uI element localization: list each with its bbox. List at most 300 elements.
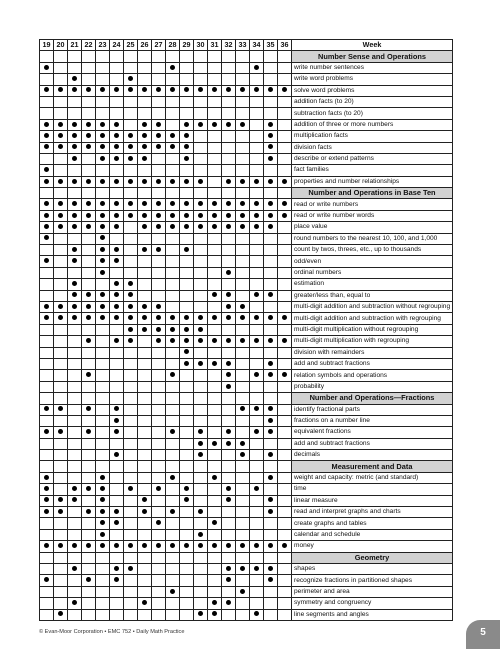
week-cell <box>68 381 82 392</box>
week-cell <box>208 51 222 62</box>
week-cell <box>124 210 138 221</box>
week-cell <box>124 165 138 176</box>
week-cell <box>236 415 250 426</box>
practice-dot <box>58 406 63 411</box>
week-cell <box>96 267 110 278</box>
skill-label: perimeter and area <box>292 586 453 597</box>
week-cell <box>236 62 250 73</box>
practice-dot <box>114 179 119 184</box>
week-cell <box>40 347 54 358</box>
practice-dot <box>58 133 63 138</box>
week-cell <box>208 461 222 472</box>
week-cell <box>54 598 68 609</box>
week-cell <box>250 586 264 597</box>
week-cell <box>180 404 194 415</box>
week-cell <box>208 393 222 404</box>
practice-dot <box>184 213 189 218</box>
week-cell <box>264 461 278 472</box>
practice-dot <box>142 213 147 218</box>
week-cell <box>208 142 222 153</box>
week-cell <box>250 404 264 415</box>
week-cell <box>138 381 152 392</box>
week-cell <box>194 51 208 62</box>
practice-dot <box>170 133 175 138</box>
week-number-header: 28 <box>166 40 180 51</box>
practice-dot <box>86 509 91 514</box>
practice-dot <box>198 361 203 366</box>
week-cell <box>110 529 124 540</box>
practice-dot <box>254 566 259 571</box>
week-cell <box>222 529 236 540</box>
skill-row <box>40 290 453 301</box>
week-number-header: 21 <box>68 40 82 51</box>
week-cell <box>166 495 180 506</box>
week-cell <box>138 165 152 176</box>
week-cell <box>54 313 68 324</box>
week-cell <box>180 324 194 335</box>
week-cell <box>278 358 292 369</box>
week-cell <box>194 279 208 290</box>
week-number-header: 29 <box>180 40 194 51</box>
week-cell <box>54 153 68 164</box>
week-cell <box>278 210 292 221</box>
week-cell <box>68 62 82 73</box>
practice-dot <box>72 281 77 286</box>
week-cell <box>250 62 264 73</box>
week-cell <box>110 586 124 597</box>
week-cell <box>250 267 264 278</box>
week-cell <box>166 188 180 199</box>
week-cell <box>138 484 152 495</box>
week-cell <box>264 438 278 449</box>
practice-dot <box>100 315 105 320</box>
week-cell <box>278 256 292 267</box>
week-cell <box>110 393 124 404</box>
week-cell <box>138 336 152 347</box>
practice-dot <box>268 452 273 457</box>
week-cell <box>124 552 138 563</box>
week-cell <box>166 404 180 415</box>
week-cell <box>180 518 194 529</box>
week-cell <box>110 313 124 324</box>
week-cell <box>236 586 250 597</box>
week-cell <box>166 472 180 483</box>
week-cell <box>166 119 180 130</box>
week-cell <box>180 484 194 495</box>
week-cell <box>250 222 264 233</box>
week-cell <box>194 563 208 574</box>
week-cell <box>96 85 110 96</box>
week-cell <box>96 108 110 119</box>
week-cell <box>54 165 68 176</box>
week-cell <box>40 575 54 586</box>
week-cell <box>124 529 138 540</box>
week-cell <box>40 507 54 518</box>
week-cell <box>278 85 292 96</box>
week-cell <box>152 541 166 552</box>
week-cell <box>166 51 180 62</box>
section-title: Number and Operations—Fractions <box>292 393 453 404</box>
week-cell <box>194 199 208 210</box>
week-cell <box>208 347 222 358</box>
practice-dot <box>198 213 203 218</box>
practice-dot <box>72 201 77 206</box>
week-cell <box>110 347 124 358</box>
week-cell <box>152 131 166 142</box>
week-cell <box>250 96 264 107</box>
week-cell <box>152 450 166 461</box>
practice-dot <box>128 338 133 343</box>
practice-dot <box>170 213 175 218</box>
practice-dot <box>142 133 147 138</box>
skill-row <box>40 256 453 267</box>
week-cell <box>138 51 152 62</box>
practice-dot <box>198 452 203 457</box>
week-cell <box>110 427 124 438</box>
week-cell <box>250 370 264 381</box>
skill-row <box>40 427 453 438</box>
practice-dot <box>212 87 217 92</box>
week-cell <box>54 415 68 426</box>
skill-label: place value <box>292 222 453 233</box>
week-cell <box>138 74 152 85</box>
skill-row <box>40 415 453 426</box>
week-cell <box>250 199 264 210</box>
week-cell <box>110 495 124 506</box>
week-cell <box>68 301 82 312</box>
week-cell <box>194 153 208 164</box>
week-cell <box>96 131 110 142</box>
week-cell <box>180 529 194 540</box>
practice-dot <box>156 338 161 343</box>
practice-dot <box>72 566 77 571</box>
week-cell <box>166 358 180 369</box>
week-cell <box>40 472 54 483</box>
week-cell <box>152 256 166 267</box>
week-cell <box>82 415 96 426</box>
week-cell <box>96 199 110 210</box>
skill-label: multi-digit multiplication without regrouping <box>292 324 453 335</box>
week-cell <box>278 598 292 609</box>
practice-dot <box>114 281 119 286</box>
week-cell <box>82 279 96 290</box>
week-cell <box>236 609 250 620</box>
practice-dot <box>198 87 203 92</box>
practice-dot <box>198 509 203 514</box>
week-cell <box>152 586 166 597</box>
practice-dot <box>184 122 189 127</box>
week-cell <box>54 301 68 312</box>
practice-dot <box>142 156 147 161</box>
week-cell <box>54 74 68 85</box>
week-cell <box>54 85 68 96</box>
practice-dot <box>268 543 273 548</box>
week-cell <box>194 609 208 620</box>
week-cell <box>40 552 54 563</box>
week-cell <box>40 324 54 335</box>
practice-dot <box>86 406 91 411</box>
practice-dot <box>86 201 91 206</box>
practice-dot <box>128 144 133 149</box>
practice-dot <box>58 213 63 218</box>
week-cell <box>82 347 96 358</box>
practice-dot <box>268 577 273 582</box>
week-cell <box>82 131 96 142</box>
practice-dot <box>100 201 105 206</box>
practice-dot <box>170 327 175 332</box>
skill-row <box>40 336 453 347</box>
skill-row <box>40 222 453 233</box>
week-cell <box>96 279 110 290</box>
practice-dot <box>128 543 133 548</box>
week-cell <box>166 586 180 597</box>
skill-row <box>40 96 453 107</box>
week-cell <box>138 415 152 426</box>
week-cell <box>250 518 264 529</box>
skill-label: add and subtract fractions <box>292 358 453 369</box>
practice-dot <box>212 224 217 229</box>
week-cell <box>96 142 110 153</box>
practice-dot <box>86 179 91 184</box>
week-cell <box>82 153 96 164</box>
week-cell <box>96 461 110 472</box>
week-cell <box>264 290 278 301</box>
practice-dot <box>114 144 119 149</box>
week-cell <box>68 188 82 199</box>
week-cell <box>208 358 222 369</box>
week-cell <box>236 85 250 96</box>
week-number-header: 22 <box>82 40 96 51</box>
week-cell <box>222 245 236 256</box>
week-cell <box>180 541 194 552</box>
practice-dot <box>226 372 231 377</box>
practice-dot <box>142 247 147 252</box>
week-cell <box>96 51 110 62</box>
practice-dot <box>226 497 231 502</box>
practice-dot <box>100 543 105 548</box>
week-cell <box>152 210 166 221</box>
week-cell <box>40 96 54 107</box>
week-cell <box>194 529 208 540</box>
practice-dot <box>58 122 63 127</box>
practice-dot <box>142 600 147 605</box>
week-cell <box>96 245 110 256</box>
week-cell <box>166 598 180 609</box>
week-cell <box>40 165 54 176</box>
week-cell <box>152 552 166 563</box>
week-cell <box>236 529 250 540</box>
week-cell <box>124 290 138 301</box>
skill-label: symmetry and congruency <box>292 598 453 609</box>
week-cell <box>236 290 250 301</box>
week-cell <box>54 188 68 199</box>
week-cell <box>54 279 68 290</box>
skill-label: equivalent fractions <box>292 427 453 438</box>
week-cell <box>138 404 152 415</box>
practice-dot <box>212 600 217 605</box>
week-cell <box>166 324 180 335</box>
week-cell <box>152 51 166 62</box>
week-cell <box>194 324 208 335</box>
practice-dot <box>72 76 77 81</box>
week-cell <box>264 108 278 119</box>
week-cell <box>236 438 250 449</box>
week-cell <box>236 301 250 312</box>
week-cell <box>208 313 222 324</box>
practice-dot <box>128 327 133 332</box>
practice-dot <box>170 315 175 320</box>
week-cell <box>110 541 124 552</box>
practice-dot <box>268 372 273 377</box>
week-cell <box>278 552 292 563</box>
week-cell <box>110 358 124 369</box>
week-cell <box>208 85 222 96</box>
week-cell <box>208 119 222 130</box>
practice-dot <box>268 509 273 514</box>
week-cell <box>264 598 278 609</box>
practice-dot <box>114 338 119 343</box>
week-cell <box>208 131 222 142</box>
week-cell <box>138 313 152 324</box>
week-cell <box>96 404 110 415</box>
week-cell <box>96 598 110 609</box>
week-cell <box>250 85 264 96</box>
practice-dot <box>44 213 49 218</box>
practice-dot <box>72 144 77 149</box>
week-cell <box>96 222 110 233</box>
skill-label: create graphs and tables <box>292 518 453 529</box>
practice-dot <box>282 87 287 92</box>
practice-dot <box>268 497 273 502</box>
week-cell <box>222 165 236 176</box>
practice-dot <box>212 213 217 218</box>
week-cell <box>68 176 82 187</box>
week-cell <box>40 176 54 187</box>
skill-label: count by twos, threes, etc., up to thousands <box>292 245 453 256</box>
week-cell <box>40 199 54 210</box>
week-cell <box>180 176 194 187</box>
practice-dot <box>240 179 245 184</box>
skill-label: division with remainders <box>292 347 453 358</box>
week-cell <box>54 427 68 438</box>
week-cell <box>166 96 180 107</box>
practice-dot <box>72 87 77 92</box>
practice-dot <box>44 304 49 309</box>
week-cell <box>110 575 124 586</box>
week-cell <box>138 609 152 620</box>
practice-dot <box>44 429 49 434</box>
week-cell <box>54 245 68 256</box>
week-cell <box>180 450 194 461</box>
week-cell <box>96 484 110 495</box>
week-cell <box>110 438 124 449</box>
week-cell <box>278 62 292 73</box>
week-cell <box>124 279 138 290</box>
week-cell <box>152 62 166 73</box>
week-cell <box>54 358 68 369</box>
practice-dot <box>142 224 147 229</box>
practice-dot <box>226 304 231 309</box>
practice-dot <box>240 201 245 206</box>
week-cell <box>54 96 68 107</box>
practice-dot <box>240 122 245 127</box>
week-cell <box>138 552 152 563</box>
week-cell <box>278 381 292 392</box>
practice-dot <box>156 122 161 127</box>
week-cell <box>208 301 222 312</box>
week-cell <box>138 507 152 518</box>
practice-dot <box>100 247 105 252</box>
week-cell <box>138 529 152 540</box>
week-cell <box>96 427 110 438</box>
skill-label: ordinal numbers <box>292 267 453 278</box>
week-cell <box>68 438 82 449</box>
week-cell <box>250 484 264 495</box>
practice-dot <box>128 213 133 218</box>
week-cell <box>124 484 138 495</box>
practice-dot <box>184 338 189 343</box>
week-cell <box>194 165 208 176</box>
week-cell <box>124 96 138 107</box>
week-cell <box>68 324 82 335</box>
week-cell <box>236 313 250 324</box>
practice-dot <box>226 384 231 389</box>
skill-row <box>40 165 453 176</box>
week-cell <box>54 142 68 153</box>
week-cell <box>40 222 54 233</box>
week-cell <box>208 563 222 574</box>
week-cell <box>208 586 222 597</box>
week-cell <box>68 495 82 506</box>
week-cell <box>110 131 124 142</box>
practice-dot <box>156 327 161 332</box>
practice-dot <box>128 304 133 309</box>
week-cell <box>40 188 54 199</box>
week-cell <box>138 142 152 153</box>
practice-dot <box>268 224 273 229</box>
week-cell <box>68 153 82 164</box>
week-cell <box>208 62 222 73</box>
week-cell <box>152 279 166 290</box>
week-cell <box>264 188 278 199</box>
week-cell <box>222 609 236 620</box>
practice-dot <box>114 509 119 514</box>
practice-dot <box>100 509 105 514</box>
week-cell <box>222 336 236 347</box>
practice-dot <box>100 156 105 161</box>
week-cell <box>194 438 208 449</box>
week-cell <box>278 450 292 461</box>
week-cell <box>180 507 194 518</box>
week-cell <box>110 119 124 130</box>
practice-dot <box>114 566 119 571</box>
week-cell <box>82 199 96 210</box>
week-cell <box>68 461 82 472</box>
week-cell <box>180 233 194 244</box>
week-cell <box>124 256 138 267</box>
week-cell <box>222 541 236 552</box>
week-cell <box>82 96 96 107</box>
week-cell <box>82 586 96 597</box>
skill-row <box>40 62 453 73</box>
week-cell <box>68 393 82 404</box>
skill-label: money <box>292 541 453 552</box>
week-cell <box>124 188 138 199</box>
week-cell <box>250 415 264 426</box>
week-cell <box>152 461 166 472</box>
week-cell <box>250 529 264 540</box>
practice-dot <box>184 497 189 502</box>
